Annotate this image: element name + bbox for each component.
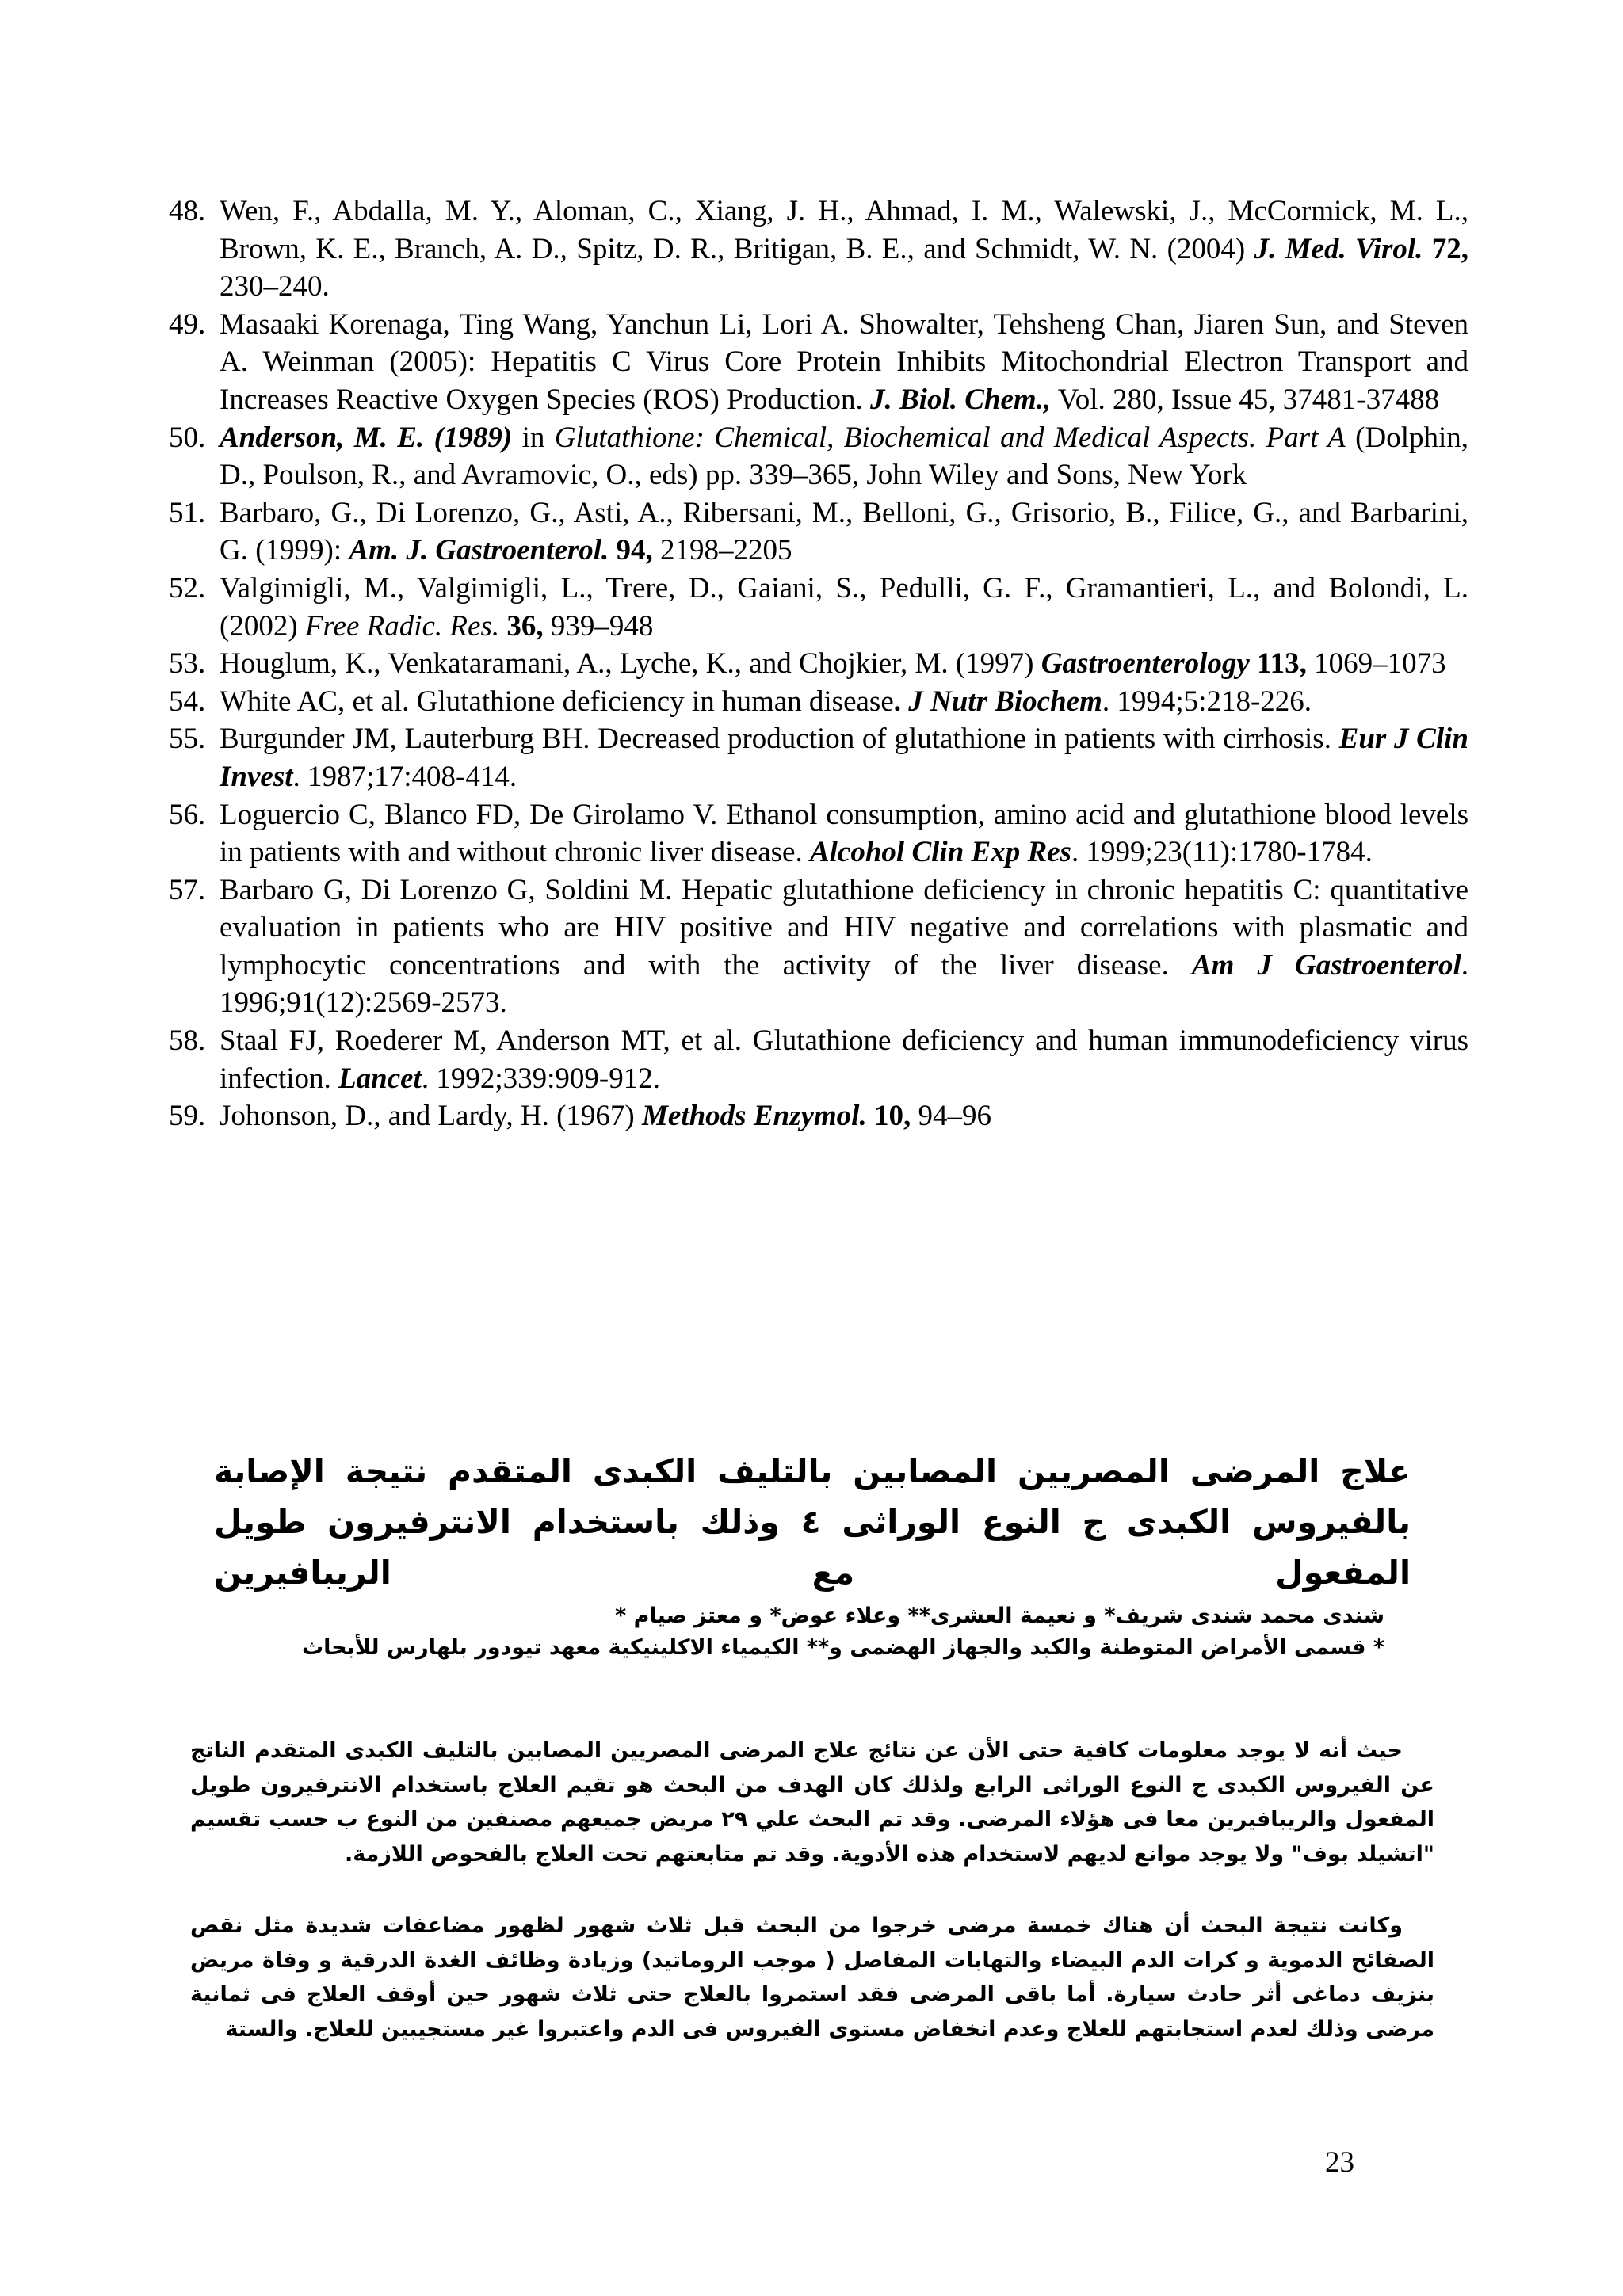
reference-item <box>169 494 1468 570</box>
reference-fragment: Masaaki Korenaga, Ting Wang, Yanchun Li, Lori A. Showalter, Tehsheng Chan, Jiaren Sun, and Steven A. Weinman (2005): Hepatitis C Virus Core Protein Inhibits Mitochondrial Electron Transport and Increases Reactive Oxygen Species (ROS) Production. <box>220 307 1468 416</box>
reference-fragment: 36, <box>506 609 544 643</box>
reference-fragment: J Nutr Biochem <box>908 685 1102 718</box>
reference-number: 54. <box>169 685 206 718</box>
reference-fragment: Lancet <box>338 1062 422 1095</box>
reference-fragment: . 1999;23(11):1780-1784. <box>1071 836 1373 869</box>
reference-text <box>220 1022 1468 1097</box>
page-number: 23 <box>1325 2146 1354 2179</box>
reference-fragment: Glutathione: Chemical, Biochemical and Medical Aspects. Part A <box>554 421 1346 454</box>
reference-item <box>169 796 1468 871</box>
reference-fragment: Eur J Clin Invest <box>220 723 1468 793</box>
reference-fragment: Alcohol Clin Exp Res <box>809 836 1071 869</box>
reference-item <box>169 720 1468 795</box>
reference-fragment: 1069–1073 <box>1306 647 1446 681</box>
reference-fragment: Barbaro G, Di Lorenzo G, Soldini M. Hepatic glutathione deficiency in chronic hepatitis C: quantitative evaluation in patients who are HIV positive and HIV negative and correlations with plasmatic and lymphocytic concentrations and with the activity of the liver disease. <box>220 873 1468 982</box>
reference-number: 55. <box>169 723 206 756</box>
reference-fragment: J. Biol. Chem., <box>869 383 1052 416</box>
reference-fragment <box>499 610 506 643</box>
reference-fragment: 72, <box>1431 232 1468 265</box>
reference-fragment: Staal FJ, Roederer M, Anderson MT, et al. Glutathione deficiency and human immunodeficiency virus infection. <box>220 1024 1468 1095</box>
reference-item <box>169 645 1468 683</box>
reference-text <box>220 645 1468 683</box>
reference-item <box>169 1022 1468 1097</box>
reference-number: 50. <box>169 421 206 454</box>
reference-number: 51. <box>169 496 206 529</box>
reference-fragment: 230–240. <box>220 270 330 303</box>
reference-fragment: . 1987;17:408-414. <box>292 760 517 793</box>
reference-number: 52. <box>169 571 206 605</box>
arabic-affiliation: * قسمى الأمراض المتوطنة والكبد والجهاز الهضمى و** الكيمياء الاكلينيكية معهد تيودور بلهارس للأبحاث <box>301 1635 1384 1660</box>
reference-text <box>220 419 1468 494</box>
reference-fragment <box>867 1100 874 1132</box>
arabic-authors: شندى محمد شندى شريف* و نعيمة العشرى** وعلاء عوض* و معتز صيام * <box>615 1604 1384 1628</box>
reference-fragment: Gastroenterology <box>1041 647 1250 681</box>
reference-text <box>220 306 1468 419</box>
reference-fragment: J. Med. Virol. <box>1254 232 1423 265</box>
arabic-abstract <box>190 1733 1434 2084</box>
reference-fragment: 939–948 <box>543 609 654 643</box>
reference-fragment <box>1250 647 1257 680</box>
reference-list <box>169 193 1468 1135</box>
reference-fragment: 113, <box>1257 647 1307 681</box>
reference-text <box>220 570 1468 645</box>
reference-fragment: Methods Enzymol. <box>642 1100 867 1133</box>
reference-text <box>220 193 1468 306</box>
reference-fragment: Johonson, D., and Lardy, H. (1967) <box>220 1100 642 1133</box>
reference-fragment <box>901 685 908 718</box>
reference-fragment: 2198–2205 <box>652 534 792 567</box>
reference-fragment <box>1423 233 1431 265</box>
reference-number: 48. <box>169 195 206 227</box>
reference-fragment: (Dolphin, D., Poulson, R., and Avramovic, O., eds) pp. 339–365, John Wiley and Sons, New York <box>220 421 1469 492</box>
reference-item <box>169 193 1468 306</box>
reference-number: 56. <box>169 798 206 831</box>
reference-number: 58. <box>169 1024 206 1058</box>
reference-fragment: . 1992;339:909-912. <box>421 1062 660 1095</box>
reference-text <box>220 796 1468 871</box>
reference-item <box>169 306 1468 419</box>
reference-fragment: . 1996;91(12):2569-2573. <box>220 948 1468 1020</box>
reference-number: 57. <box>169 873 206 906</box>
reference-item <box>169 871 1468 1022</box>
reference-item <box>169 570 1468 645</box>
reference-text <box>220 871 1468 1022</box>
reference-fragment: 94, <box>616 534 653 567</box>
arabic-authors-block <box>265 1600 1384 1664</box>
reference-text <box>220 494 1468 570</box>
reference-number: 49. <box>169 307 206 341</box>
reference-fragment: Am. J. Gastroenterol. <box>349 534 609 567</box>
reference-fragment <box>609 534 616 566</box>
arabic-title: علاج المرضى المصريين المصابين بالتليف الكبدى المتقدم نتيجة الإصابة بالفيروس الكبدى ج النوع الوراثى ٤ وذلك باستخدام الانترفيرون طويل المفعول مع الريبافيرين <box>214 1452 1411 1592</box>
reference-fragment: Barbaro, G., Di Lorenzo, G., Asti, A., Ribersani, M., Belloni, G., Grisorio, B., Filice, G., and Barbarini, G. (1999): <box>220 496 1468 567</box>
reference-fragment: . 1994;5:218-226. <box>1102 685 1312 718</box>
reference-fragment: Wen, F., Abdalla, M. Y., Aloman, C., Xiang, J. H., Ahmad, I. M., Walewski, J., McCormick, M. L., Brown, K. E., Branch, A. D., Spitz, D. R., Britigan, B. E., and Schmidt, W. N. (2004) <box>220 195 1468 265</box>
reference-fragment: Am J Gastroenterol <box>1191 948 1461 982</box>
reference-fragment: Valgimigli, M., Valgimigli, L., Trere, D., Gaiani, S., Pedulli, G. F., Gramantieri, L., and Bolondi, L. (2002) <box>220 571 1468 643</box>
reference-number: 53. <box>169 647 206 681</box>
reference-number: 59. <box>169 1100 206 1133</box>
arabic-paragraph: حيث أنه لا يوجد معلومات كافية حتى الأن عن نتائج علاج المرضى المصريين المصابين بالتليف الكبدى المتقدم الناتج عن الفيروس الكبدى ج النوع الوراثى الرابع ولذلك كان الهدف من البحث هو تقيم العلاج باستخدام الانترفيرون طويل المفعول والريبافيرين معا فى هؤلاء المرضى. وقد تم البحث علي ٢٩ مريض جميعهم مصنفين من النوع ب حسب تقسيم "اتشيلد بوف" ولا يوجد موانع لديهم لاستخدام هذه الأدوية. وقد تم متابعتهم تحت العلاج بالفحوص اللازمة. <box>190 1738 1434 1867</box>
reference-text <box>220 720 1468 795</box>
reference-item <box>169 683 1468 721</box>
reference-fragment: 10, <box>873 1100 911 1133</box>
reference-text <box>220 1097 1468 1135</box>
reference-fragment: Vol. 280, Issue 45, 37481-37488 <box>1051 383 1440 416</box>
reference-fragment: in <box>512 421 555 454</box>
reference-fragment: Burgunder JM, Lauterburg BH. Decreased production of glutathione in patients with cirrhosis. <box>220 723 1339 756</box>
reference-item <box>169 1097 1468 1135</box>
reference-fragment: Houglum, K., Venkataramani, A., Lyche, K., and Chojkier, M. (1997) <box>220 647 1041 681</box>
arabic-paragraph: وكانت نتيجة البحث أن هناك خمسة مرضى خرجوا من البحث قبل ثلاث شهور لظهور مضاعفات شديدة مثل نقص الصفائح الدموية و كرات الدم البيضاء والتهابات المفاصل ( موجب الروماتيد) وزيادة وظائف الغدة الدرقية و وفاة مريض بنزيف دماغى أثر حادث سيارة. أما باقى المرضى فقد استمروا بالعلاج حتى ثلاث شهور حين أوقف العلاج فى ثمانية مرضى وذلك لعدم استجابتهم للعلاج وعدم انخفاض مستوى الفيروس فى الدم واعتبروا غير مستجيبين للعلاج. والستة <box>190 1913 1434 2042</box>
reference-fragment: Loguercio C, Blanco FD, De Girolamo V. Ethanol consumption, amino acid and glutathione blood levels in patients with and without chronic liver disease. <box>220 798 1468 869</box>
reference-fragment: Free Radic. Res. <box>304 609 500 643</box>
reference-fragment: 94–96 <box>911 1100 991 1133</box>
reference-text <box>220 683 1468 721</box>
reference-fragment: Anderson, M. E. (1989) <box>220 421 513 454</box>
reference-fragment: . <box>893 685 901 718</box>
reference-item <box>169 419 1468 494</box>
reference-fragment: White AC, et al. Glutathione deficiency in human disease <box>220 685 894 718</box>
